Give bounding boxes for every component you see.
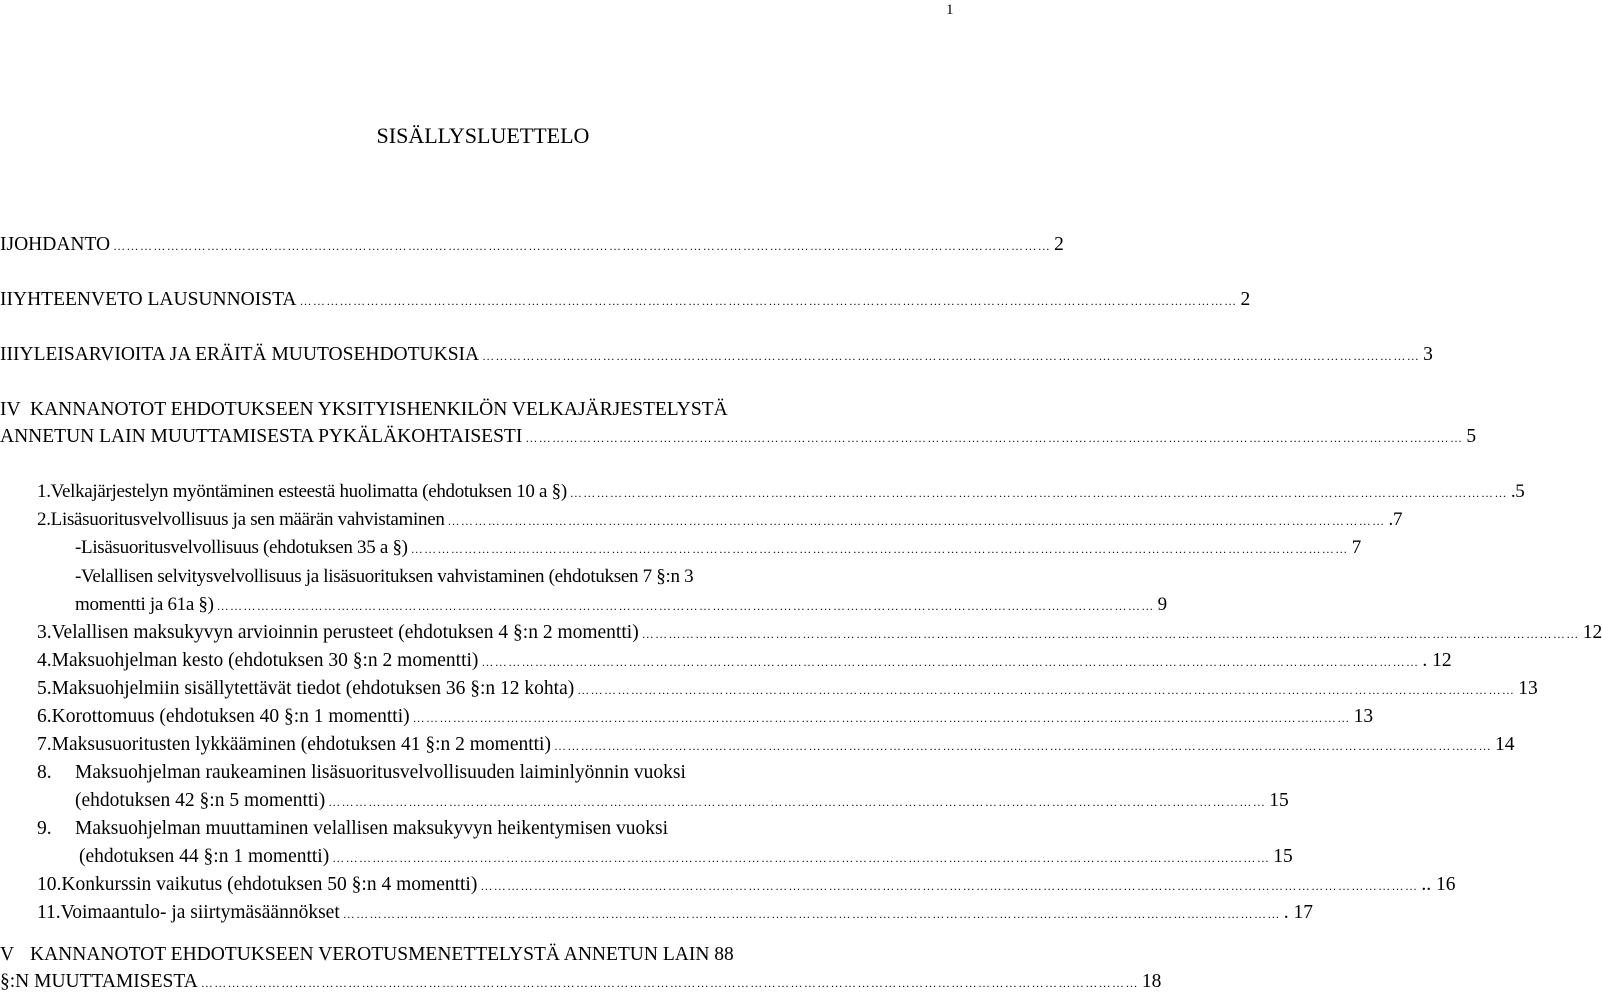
entry-number: IV — [0, 399, 21, 420]
dot-leader: ………………………………………………………………………………………………………………………………………………………………………………………… — [113, 239, 1052, 253]
toc-entry-kannanotot-verotus-cont[interactable] — [0, 969, 1162, 996]
entry-title: -Velallisen selvitysvelvollisuus ja lisäsuorituksen vahvistaminen (ehdotuksen 7 §:n 3 — [75, 566, 694, 587]
toc-entry-yleisarvioita[interactable] — [0, 342, 1433, 369]
entry-number: I — [0, 234, 7, 255]
toc-entry-yhteenveto[interactable] — [0, 287, 1251, 314]
dot-leader: ………………………………………………………………………………………………………………………………………………………………………………………… — [299, 294, 1238, 308]
entry-number: 10. — [37, 874, 62, 895]
toc-entry-johdanto[interactable] — [0, 232, 1064, 259]
toc-entry-11[interactable] — [37, 900, 1313, 927]
page-number: 1 — [946, 2, 954, 18]
entry-page: .7 — [1388, 509, 1403, 530]
entry-title: -Lisäsuoritusvelvollisuus (ehdotuksen 35 a §) — [75, 537, 408, 558]
entry-title: Voimaantulo- ja siirtymäsäännökset — [60, 902, 340, 923]
dot-leader: ………………………………………………………………………………………………………………………………………………………………………………………… — [553, 739, 1492, 753]
entry-title: KANNANOTOT EHDOTUKSEEN YKSITYISHENKILÖN VELKAJÄRJESTELYSTÄ — [30, 399, 728, 420]
toc-entry-2b[interactable] — [75, 564, 950, 590]
entry-title: Maksuohjelman kesto (ehdotuksen 30 §:n 2 momentti) — [51, 650, 479, 671]
entry-title: Maksuohjelman raukeaminen lisäsuoritusvelvollisuuden laiminlyönnin vuoksi — [75, 762, 686, 783]
entry-title-continuation: §:N MUUTTAMISESTA — [0, 971, 198, 992]
entry-page: .. 16 — [1421, 874, 1456, 895]
dot-leader: ………………………………………………………………………………………………………………………………………………………………………………………… — [216, 599, 1155, 613]
entry-title: YLEISARVIOITA JA ERÄITÄ MUUTOSEHDOTUKSIA — [19, 344, 480, 365]
dot-leader: ………………………………………………………………………………………………………………………………………………………………………………………… — [480, 879, 1419, 893]
dot-leader: ………………………………………………………………………………………………………………………………………………………………………………………… — [410, 542, 1349, 556]
dot-leader: ………………………………………………………………………………………………………………………………………………………………………………………… — [328, 795, 1267, 809]
entry-number: V — [0, 944, 15, 965]
toc-entry-kannanotot-velkajarjestely-cont[interactable] — [0, 424, 1477, 451]
entry-page: 9 — [1157, 594, 1167, 615]
entry-page: 14 — [1494, 734, 1515, 755]
toc-entry-9-cont[interactable] — [79, 844, 1293, 871]
entry-number: 4. — [37, 650, 52, 671]
entry-title: Velallisen maksukyvyn arvioinnin perusteet (ehdotuksen 4 §:n 2 momentti) — [51, 622, 639, 643]
dot-leader: ………………………………………………………………………………………………………………………………………………………………………………………… — [577, 683, 1516, 697]
toc-entry-2a[interactable] — [75, 535, 1361, 562]
toc-entry-6[interactable] — [37, 704, 1374, 731]
entry-page: .5 — [1510, 481, 1525, 502]
entry-page: 15 — [1273, 846, 1293, 867]
entry-title: Maksusuoritusten lykkääminen (ehdotuksen 41 §:n 2 momentti) — [51, 734, 551, 755]
entry-page: 2 — [1240, 289, 1251, 310]
entry-number: 5. — [37, 678, 52, 699]
entry-number: 8. — [37, 762, 52, 783]
entry-page: 7 — [1351, 537, 1361, 558]
dot-leader: ………………………………………………………………………………………………………………………………………………………………………………………… — [481, 655, 1420, 669]
dot-leader: ………………………………………………………………………………………………………………………………………………………………………………………… — [412, 711, 1351, 725]
dot-leader: ………………………………………………………………………………………………………………………………………………………………………………………… — [447, 514, 1386, 528]
entry-page: 12 — [1582, 622, 1602, 643]
toc-entry-4[interactable] — [37, 648, 1452, 675]
entry-number: 3. — [37, 622, 52, 643]
entry-title-continuation: (ehdotuksen 42 §:n 5 momentti) — [75, 790, 326, 811]
dot-leader: ………………………………………………………………………………………………………………………………………………………………………………………… — [641, 627, 1580, 641]
entry-title-continuation: momentti ja 61a §) — [75, 594, 214, 615]
entry-title: Maksuohjelman muuttaminen velallisen maksukyvyn heikentymisen vuoksi — [75, 818, 669, 839]
entry-number: III — [0, 344, 20, 365]
dot-leader: ………………………………………………………………………………………………………………………………………………………………………………………… — [525, 431, 1464, 445]
entry-title: JOHDANTO — [6, 234, 111, 255]
entry-page: 2 — [1054, 234, 1064, 255]
entry-number: 11. — [37, 902, 61, 923]
toc-entry-10[interactable] — [37, 872, 1456, 899]
entry-title: Konkurssin vaikutus (ehdotuksen 50 §:n 4 momentti) — [61, 874, 478, 895]
entry-number: 9. — [37, 818, 52, 839]
entry-page: 13 — [1518, 678, 1538, 699]
toc-entry-5[interactable] — [37, 676, 1538, 703]
toc-entry-2[interactable] — [37, 507, 1403, 534]
entry-page: . 17 — [1283, 902, 1313, 923]
toc-entry-9[interactable] — [37, 816, 950, 842]
entry-number: 2. — [37, 509, 51, 530]
dot-leader: ………………………………………………………………………………………………………………………………………………………………………………………… — [569, 486, 1508, 500]
entry-number: 7. — [37, 734, 52, 755]
toc-entry-2b-cont[interactable] — [75, 592, 1167, 619]
entry-title: Lisäsuoritusvelvollisuus ja sen määrän vahvistaminen — [50, 509, 445, 530]
entry-title-continuation: ANNETUN LAIN MUUTTAMISESTA PYKÄLÄKOHTAISESTI — [0, 426, 523, 447]
document-title: SISÄLLYSLUETTELO — [376, 123, 590, 148]
entry-title: YHTEENVETO LAUSUNNOISTA — [13, 289, 297, 310]
entry-number: II — [0, 289, 13, 310]
dot-leader: ………………………………………………………………………………………………………………………………………………………………………………………… — [200, 976, 1139, 990]
entry-number: 1. — [37, 481, 51, 502]
entry-title: Maksuohjelmiin sisällytettävät tiedot (ehdotuksen 36 §:n 12 kohta) — [51, 678, 575, 699]
entry-page: 18 — [1141, 971, 1162, 992]
toc-entry-kannanotot-verotus[interactable] — [0, 942, 950, 968]
entry-page: 3 — [1423, 344, 1433, 365]
toc-entry-3[interactable] — [37, 620, 1602, 647]
toc-entry-8-cont[interactable] — [75, 788, 1289, 815]
entry-title: KANNANOTOT EHDOTUKSEEN VEROTUSMENETTELYSTÄ ANNETUN LAIN 88 — [30, 944, 734, 965]
entry-page: 5 — [1466, 426, 1477, 447]
dot-leader: ………………………………………………………………………………………………………………………………………………………………………………………… — [482, 349, 1421, 363]
entry-title-continuation: (ehdotuksen 44 §:n 1 momentti) — [79, 846, 330, 867]
entry-title: Velkajärjestelyn myöntäminen esteestä huolimatta (ehdotuksen 10 a §) — [50, 481, 567, 502]
dot-leader: ………………………………………………………………………………………………………………………………………………………………………………………… — [342, 907, 1281, 921]
toc-entry-7[interactable] — [37, 732, 1515, 759]
entry-title: Korottomuus (ehdotuksen 40 §:n 1 momentti) — [51, 706, 410, 727]
entry-page: 15 — [1269, 790, 1289, 811]
entry-page: . 12 — [1422, 650, 1452, 671]
toc-entry-8[interactable] — [37, 760, 950, 786]
entry-number: 6. — [37, 706, 52, 727]
toc-entry-kannanotot-velkajarjestely[interactable] — [0, 397, 950, 423]
toc-entry-1[interactable] — [37, 479, 1525, 506]
entry-page: 13 — [1353, 706, 1374, 727]
dot-leader: ………………………………………………………………………………………………………………………………………………………………………………………… — [332, 851, 1271, 865]
